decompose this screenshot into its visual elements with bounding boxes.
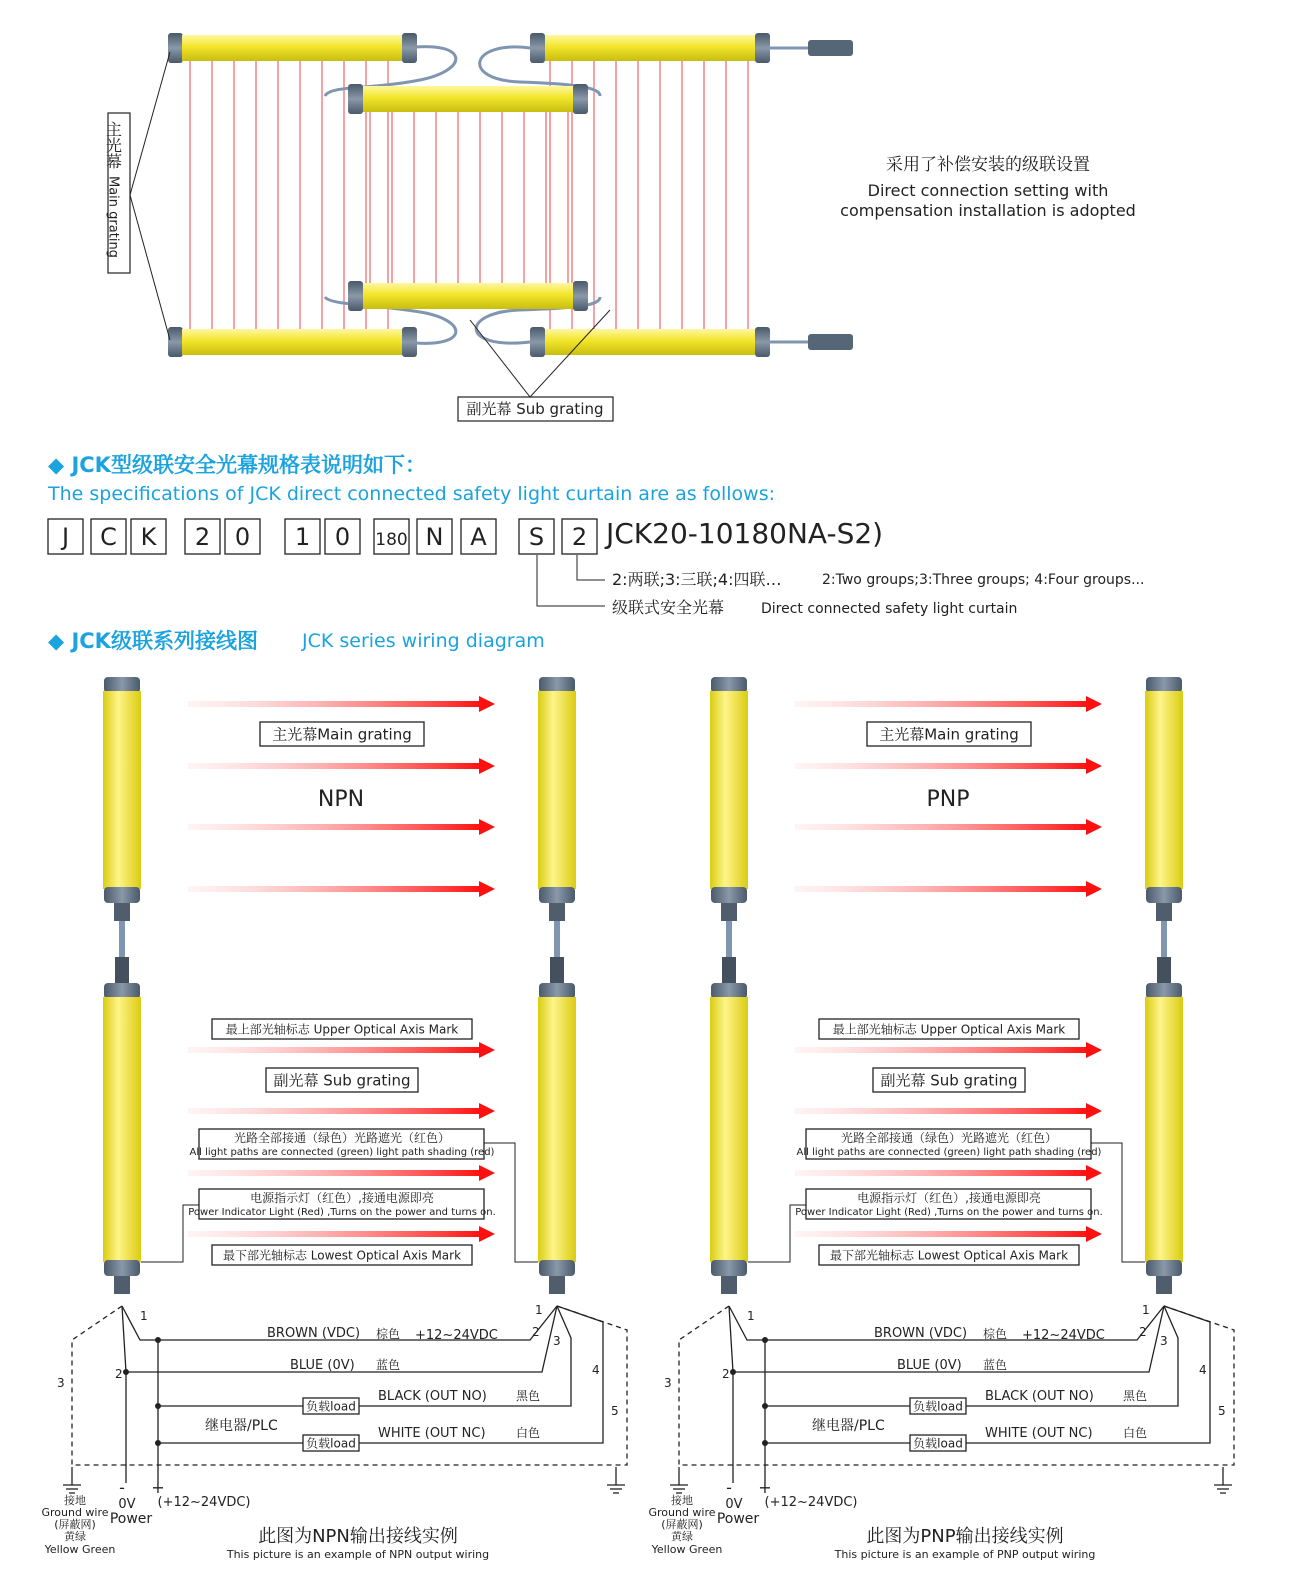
power-label: Power [109,1511,153,1527]
terminal-number: 3 [57,1376,65,1390]
beam-arrow [188,1108,481,1114]
curtain-cap [104,1260,140,1276]
curtain-cap [539,983,575,999]
link-cable [119,921,125,957]
code-box-char: A [470,523,487,551]
white-wire-label: WHITE (OUT NC) [378,1426,486,1441]
wiring-panel-pnp [648,677,1234,1561]
curtain-connector [1156,903,1172,921]
ground-en: Ground wire [41,1506,109,1519]
power-indicator-en: Power Indicator Light (Red) ,Turns on the power and turns on. [188,1207,496,1218]
compensation-note-cn: 采用了补偿安装的级联设置 [886,155,1090,175]
groups-label-en: 2:Two groups;3:Three groups; 4:Four groups... [822,572,1145,588]
curtain-connector [721,1276,737,1294]
yellow-green-en: Yellow Green [44,1543,116,1556]
bar-top-left [168,33,417,63]
terminal-number: 2 [1139,1325,1147,1339]
beam-arrow-head [1086,758,1102,774]
curtain-cap [711,677,747,693]
terminal-number: 2 [532,1325,540,1339]
beam-arrow [795,763,1088,769]
upper-axis-mark: 最上部光轴标志 Upper Optical Axis Mark [832,1022,1066,1037]
yellow-green-cn: 黄绿 [64,1530,86,1543]
light-path-en: All light paths are connected (green) light path shading (red) [796,1147,1102,1158]
indicator-pointer [1091,1143,1145,1262]
beam-arrow [188,763,481,769]
curtain-cap [711,983,747,999]
brown-wire-label: BROWN (VDC) [874,1326,968,1341]
beam-arrow-head [479,1226,495,1242]
power-indicator-cn: 电源指示灯（红色）,接通电源即亮 [857,1191,1041,1205]
beam-arrow [795,701,1088,707]
relay-plc-label: 继电器/PLC [205,1418,278,1434]
beam-arrow [188,1231,481,1237]
code-box-char: 180 [375,530,408,550]
curtain-body [103,691,141,889]
blue-wire-cn: 蓝色 [983,1358,1008,1372]
curtain-body [538,691,576,889]
curtain-body [538,997,576,1262]
beam-arrow [795,886,1088,892]
beam-arrow-head [479,758,495,774]
beam-arrow [188,824,481,830]
beam-arrow-head [1086,881,1102,897]
groups-label-cn: 2:两联;3:三联;4:四联… [612,570,782,589]
code-box-char: J [61,523,70,551]
zero-volt-label: 0V [725,1497,743,1512]
shield-cn: (屏蔽网) [661,1518,703,1531]
link-cable [726,921,732,957]
ground-icon [63,1467,81,1493]
terminal-number: 3 [1160,1334,1168,1348]
curtain-connector [114,1276,130,1294]
caption-en: This picture is an example of NPN output wiring [226,1548,490,1561]
power-indicator-cn: 电源指示灯（红色）,接通电源即亮 [250,1191,434,1205]
lowest-axis-mark: 最下部光轴标志 Lowest Optical Axis Mark [829,1248,1069,1263]
brown-voltage: +12~24VDC [1022,1328,1105,1343]
lowest-axis-mark: 最下部光轴标志 Lowest Optical Axis Mark [222,1248,462,1263]
curtain-body [1145,691,1183,889]
curtain-cap [539,887,575,903]
beam-arrow [188,1047,481,1053]
black-wire-cn: 黑色 [1123,1389,1148,1403]
ground-cn: 接地 [671,1494,693,1507]
code-box-char: C [100,523,117,551]
wire-junction [762,1440,768,1446]
ground-en: Ground wire [648,1506,716,1519]
wiring-heading-en: JCK series wiring diagram [302,630,545,652]
code-box-char: S [528,523,545,551]
curtain-cap [711,1260,747,1276]
terminal-number: 1 [747,1309,755,1323]
load-box-no: 负载load [306,1399,356,1414]
beam-arrow-head [479,1042,495,1058]
zero-volt-label: 0V [118,1497,136,1512]
black-wire-cn: 黑色 [516,1389,541,1403]
curtain-cap [711,887,747,903]
blue-wire-label: BLUE (0V) [897,1358,962,1373]
wire-junction [123,1369,129,1375]
power-label: Power [716,1511,760,1527]
curtain-connector [549,903,565,921]
load-box-nc: 负载load [913,1436,963,1451]
terminal-number: 2 [115,1367,123,1381]
spec-heading-en: The specifications of JCK direct connected safety light curtain are as follows: [48,483,775,505]
main-grating-label-en: Main grating [105,176,121,258]
beam-arrow-head [479,696,495,712]
curtain-cap [104,983,140,999]
wire-junction [155,1337,161,1343]
beam-arrow [795,824,1088,830]
curtain-cap [1146,677,1182,693]
terminal-number: 1 [535,1303,543,1317]
main-grating-label-cn: 主光幕 [103,121,123,169]
code-pointer-lines [537,555,605,606]
curtain-body [710,997,748,1262]
sub-grating-label: 副光幕 Sub grating [880,1071,1018,1090]
indicator-pointer [484,1143,538,1262]
beam-arrow [188,701,481,707]
bar-top-middle [348,84,588,114]
wire-junction [155,1440,161,1446]
bar-bottom-left [168,327,417,357]
upper-axis-mark: 最上部光轴标志 Upper Optical Axis Mark [225,1022,459,1037]
beam-arrow [188,1170,481,1176]
curtain-body [710,691,748,889]
wire-junction [730,1369,736,1375]
bar-top-right [530,33,770,63]
beam-arrow-head [479,819,495,835]
terminal-number: 5 [611,1404,619,1418]
beam-arrow [795,1047,1088,1053]
spec-heading-cn: ◆ JCK型级联安全光幕规格表说明如下： [48,453,426,477]
caption-cn: 此图为PNP输出接线实例 [866,1526,1064,1547]
minus-sign: - [726,1478,732,1497]
wire-junction [155,1403,161,1409]
main-grating-label: 主光幕Main grating [272,725,412,744]
code-box-char: N [425,523,444,551]
wire-junction [762,1337,768,1343]
plus-sign: + [758,1478,772,1497]
output-type-label: NPN [317,787,365,812]
curtain-cap [539,1260,575,1276]
terminal-number: 1 [1142,1303,1150,1317]
beam-arrow-head [479,881,495,897]
compensation-note-en-1: Direct connection setting with [867,181,1109,200]
white-wire-cn: 白色 [516,1426,541,1440]
main-grating-pointers [130,52,170,340]
yellow-green-en: Yellow Green [651,1543,723,1556]
link-plug [115,957,129,983]
terminal-number: 5 [1218,1404,1226,1418]
terminal-number: 1 [140,1309,148,1323]
link-plug [722,957,736,983]
wiring-panel-npn [41,677,627,1561]
curtain-cap [104,677,140,693]
load-box-no: 负载load [913,1399,963,1414]
terminal-number: 3 [553,1334,561,1348]
blue-wire-label: BLUE (0V) [290,1358,355,1373]
shield-cn: (屏蔽网) [54,1518,96,1531]
brown-wire-label: BROWN (VDC) [267,1326,361,1341]
relay-plc-label: 继电器/PLC [812,1418,885,1434]
load-box-nc: 负载load [306,1436,356,1451]
curtain-cap [1146,887,1182,903]
link-plug [1157,957,1171,983]
black-wire-label: BLACK (OUT NO) [378,1389,487,1404]
curtain-body [1145,997,1183,1262]
ground-icon [1214,1467,1232,1493]
main-grating-label: 主光幕Main grating [879,725,1019,744]
spec-section [47,453,1144,653]
ground-icon [670,1467,688,1493]
curtain-cap [104,887,140,903]
code-box-char: 2 [571,523,588,551]
white-wire-cn: 白色 [1123,1426,1148,1440]
yellow-green-cn: 黄绿 [671,1530,693,1543]
light-path-cn: 光路全部接通（绿色）光路遮光（红色） [233,1131,451,1145]
end-connector-bottom [808,334,853,350]
light-beams-middle [370,112,568,283]
sub-grating-label: 副光幕 Sub grating [466,400,604,418]
beam-arrow [795,1231,1088,1237]
curtain-type-cn: 级联式安全光幕 [612,598,725,617]
brown-wire-cn: 棕色 [983,1327,1008,1341]
beam-arrow-head [1086,1103,1102,1119]
wire-junction [762,1403,768,1409]
curtain-connector [114,903,130,921]
curtain-connector [549,1276,565,1294]
beam-arrow-head [1086,696,1102,712]
light-path-cn: 光路全部接通（绿色）光路遮光（红色） [840,1131,1058,1145]
caption-en: This picture is an example of PNP output wiring [834,1548,1096,1561]
brown-voltage: +12~24VDC [415,1328,498,1343]
end-connector-top [808,40,853,56]
code-box-char: 0 [334,523,351,551]
code-box-char: 2 [194,523,211,551]
compensation-note-en-2: compensation installation is adopted [840,201,1136,220]
curtain-cap [1146,983,1182,999]
terminal-number: 4 [592,1363,600,1377]
ground-cn: 接地 [64,1494,86,1507]
curtain-cap [1146,1260,1182,1276]
beam-arrow [795,1108,1088,1114]
beam-arrow-head [1086,1165,1102,1181]
plus-sign: + [151,1478,165,1497]
beam-arrow-head [479,1165,495,1181]
curtain-type-en: Direct connected safety light curtain [761,601,1018,617]
output-type-label: PNP [926,787,970,812]
beam-arrow [795,1170,1088,1176]
terminal-number: 3 [664,1376,672,1390]
ground-icon [607,1467,625,1493]
terminal-number: 2 [722,1367,730,1381]
blue-wire-cn: 蓝色 [376,1358,401,1372]
beam-arrow-head [1086,819,1102,835]
white-wire-label: WHITE (OUT NC) [985,1426,1093,1441]
cascade-installation-diagram [104,33,1136,421]
link-cable [1161,921,1167,957]
light-path-en: All light paths are connected (green) light path shading (red) [189,1147,495,1158]
beam-arrow [188,886,481,892]
curtain-connector [721,903,737,921]
model-code-full: JCK20-10180NA-S2) [606,517,884,550]
bar-bottom-right [530,327,770,357]
caption-cn: 此图为NPN输出接线实例 [258,1526,458,1547]
voltage-range-label: (+12~24VDC) [157,1495,251,1510]
power-indicator-en: Power Indicator Light (Red) ,Turns on the power and turns on. [795,1207,1103,1218]
code-box-char: 1 [294,523,311,551]
wiring-heading-cn: ◆ JCK级联系列接线图 [48,629,258,653]
sub-grating-label: 副光幕 Sub grating [273,1071,411,1090]
curtain-body [103,997,141,1262]
beam-arrow-head [1086,1226,1102,1242]
black-wire-label: BLACK (OUT NO) [985,1389,1094,1404]
code-box-char: 0 [234,523,251,551]
terminal-number: 4 [1199,1363,1207,1377]
bar-bottom-middle [348,281,588,311]
curtain-cap [539,677,575,693]
voltage-range-label: (+12~24VDC) [764,1495,858,1510]
code-box-char: K [140,523,157,551]
curtain-connector [1156,1276,1172,1294]
beam-arrow-head [479,1103,495,1119]
model-code-boxes [48,519,597,554]
minus-sign: - [119,1478,125,1497]
beam-arrow-head [1086,1042,1102,1058]
brown-wire-cn: 棕色 [376,1327,401,1341]
link-plug [550,957,564,983]
link-cable [554,921,560,957]
